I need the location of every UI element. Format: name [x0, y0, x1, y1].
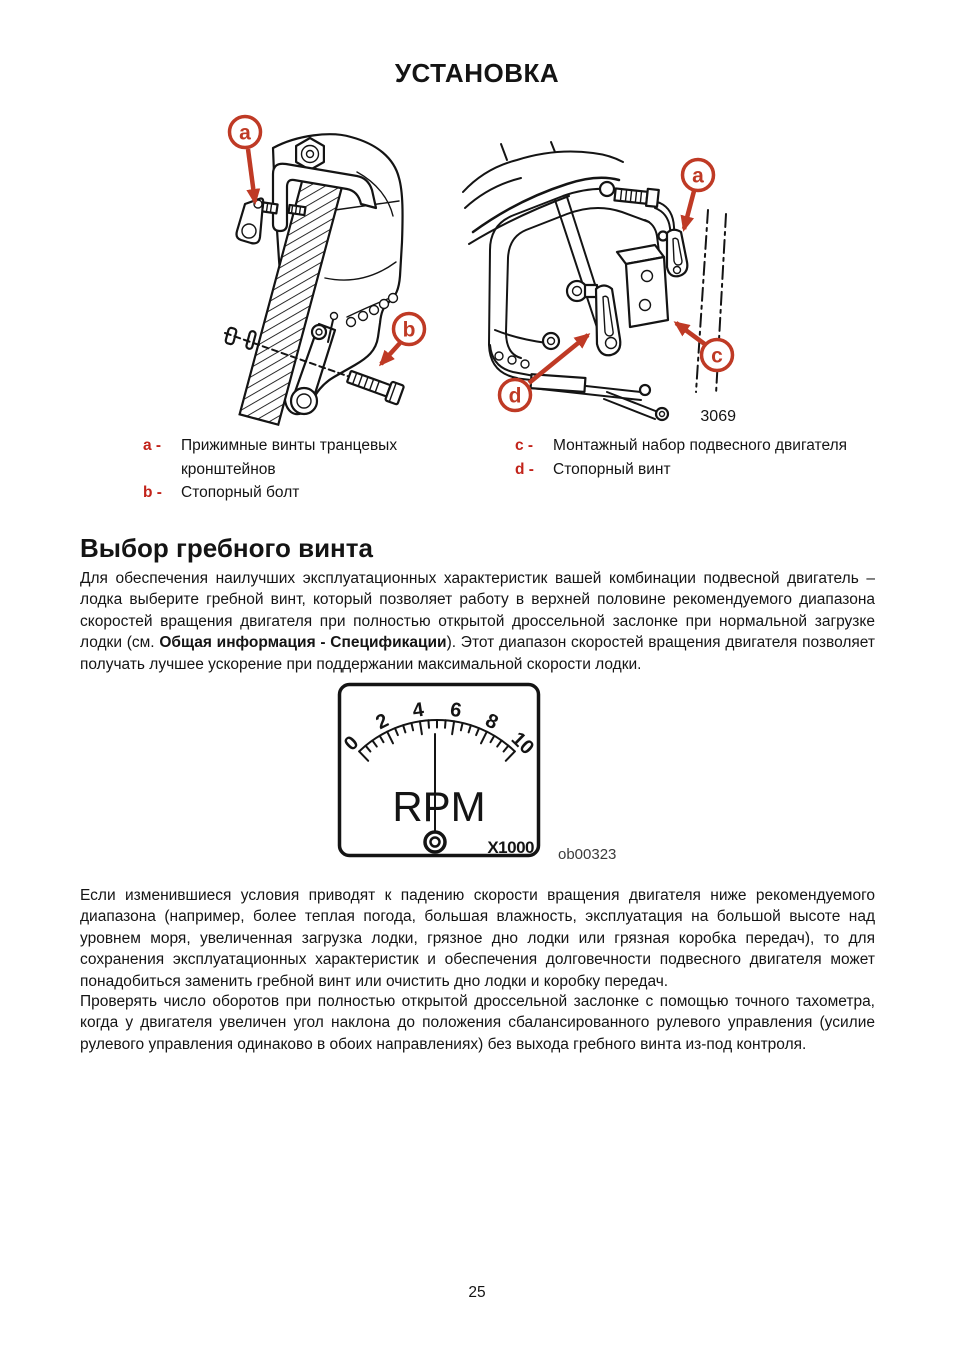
figure-rpm-gauge: [337, 682, 542, 859]
figure-transom-clamp-bracket: [207, 110, 435, 432]
engine-mounting-drawing: [455, 140, 750, 425]
gauge-tick-label: 8: [481, 709, 502, 735]
transom-clamp-drawing: [207, 110, 435, 432]
handle-hole: [242, 224, 256, 238]
tilt-screw: [600, 182, 659, 207]
gauge-tick-label: 4: [411, 698, 426, 723]
figure-number: 3069: [700, 408, 736, 425]
powerhead-outline: [463, 142, 623, 244]
callout-a-arrow: [684, 191, 694, 229]
figure-caption: ob00323: [558, 846, 617, 863]
clamp-screw-tip: [289, 205, 306, 215]
figure-legend-right: [515, 434, 898, 481]
cotter-pin-head: [331, 313, 338, 320]
legend-key-b: b -: [143, 484, 162, 501]
figure-engine-mounting: [455, 140, 750, 425]
para1-text-before: Для обеспечения наилучших эксплуатационных характеристик вашей комбинации подвесной двигатель – лодка выберите гребной винт, который позволяет работу в верхней половине рекомендуемого диапазона скоростей вращения двигателя при полностью открытой дроссельной заслонке при нормальной загрузке лодки (см.: [80, 570, 875, 652]
callout-c-letter: c: [711, 344, 723, 368]
callout-a-arrow: [248, 149, 255, 202]
gauge-hub-center: [431, 838, 440, 847]
legend-item-a: [143, 434, 406, 481]
gauge-tick: [428, 720, 429, 728]
callout-b-arrow: [381, 343, 400, 364]
legend-item-d: [515, 458, 898, 482]
legend-label-a: Прижимные винты транцевых кронштейнов: [181, 437, 398, 478]
legend-key-a: a -: [143, 437, 162, 454]
legend-key-d: d -: [515, 460, 534, 478]
paragraph-conditions: Если изменившиеся условия приводят к падению скорости вращения двигателя ниже рекомендуемого диапазона (например, более теплая погода, большая влажность, эксплуатация на большой высоте над уровнем моря, увеличенная загрузка лодки, грязное дно лодки или грязная коробка передач), то для сохранения эксплуатационных характеристик и обеспечения долговечности подвесного двигателя может понадобиться заменить гребной винт или очистить дно лодки и коробку передач.: [80, 887, 875, 990]
paragraph-propeller-selection: [80, 568, 875, 675]
gauge-tick-label: 6: [448, 698, 463, 723]
section-heading: Выбор гребного винта: [80, 533, 373, 563]
hex-nut-center: [307, 151, 314, 158]
callout-a-letter: a: [692, 164, 704, 188]
gauge-multiplier: X1000: [487, 838, 534, 857]
legend-item-c: [515, 434, 898, 458]
figure-legend-left: [143, 434, 406, 505]
gauge-tick-label: 2: [372, 709, 393, 735]
legend-label-b: Стопорный болт: [181, 484, 300, 501]
paragraph-tachometer-check: Проверять число оборотов при полностью открытой дроссельной заслонке с помощью точного тахометра, когда у двигателя увеличен угол наклона до положения сбалансированного рулевого управления (усилие рулевого управления одинаково в обоих направлениях) без выхода гребного винта из-под контроля.: [80, 993, 875, 1053]
page-title: УСТАНОВКА: [394, 58, 560, 88]
legend-item-b: [143, 481, 406, 505]
legend-key-c: c -: [515, 437, 534, 454]
bracket-foot-hole: [297, 394, 311, 408]
stop-bolt: [346, 367, 405, 405]
gauge-tick-label: 10: [506, 727, 539, 760]
gauge-tick-label: 0: [339, 731, 364, 756]
para1-text-after: ). Этот диапазон скоростей вращения двигателя позволяет получать лучшее ускорение при поддержании максимальной скорости лодки.: [80, 634, 876, 673]
legend-label-c: Монтажный набор подвесного двигателя: [553, 437, 848, 454]
callout-d-letter: d: [508, 384, 522, 408]
gauge-tick: [445, 720, 446, 728]
board-bolt-center: [316, 329, 322, 335]
legend-label-d: Стопорный винт: [553, 460, 671, 478]
callout-a-letter: a: [239, 121, 251, 145]
callout-b-letter: b: [402, 318, 416, 342]
gauge-unit-label: RPM: [392, 783, 486, 830]
callout-c-arrow: [676, 323, 706, 345]
rpm-gauge-drawing: [337, 682, 542, 859]
page-number: 25: [468, 1284, 486, 1301]
para1-bold-reference: Общая информация - Спецификации: [159, 634, 447, 652]
